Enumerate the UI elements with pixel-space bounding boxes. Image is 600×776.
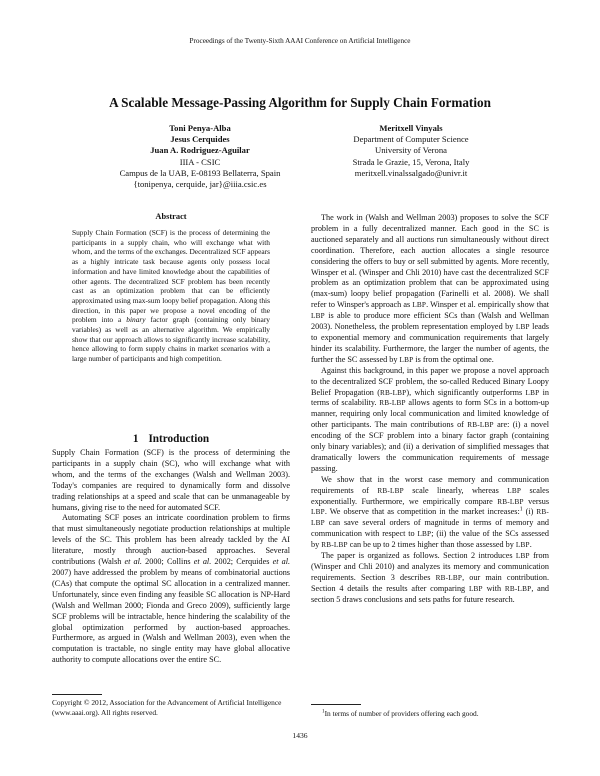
body-paragraph: We show that in the worst case memory and communication requirements of RB-LBP scale linearly, whereas LBP scales exponentially. Furthermore, we empirically compare RB-LBP versus LBP. We observe that as competition in the market increases:$^1$ (i) RB-LBP can save several orders of magnitude in terms of memory and communication with respect to LBP; (ii) the value of the SCs assessed by RB-LBP can be up to 2 times higher than those assessed by LBP. [311,474,550,550]
body-paragraph: The paper is organized as follows. Section 2 introduces LBP from (Winsper and Chli 2010) and analyzes its memory and communication requirements. Section 3 describes RB-LBP, our main contribution. Section 4 details the results after comparing LBP with RB-LBP, and section 5 draws conclusions and sets paths for future research. [311,551,550,604]
author-email: meritxell.vinalssalgado@univr.it [354,167,468,178]
footnote-marker: 1 [519,506,523,513]
author-block-right [318,123,504,179]
section-heading-introduction [52,433,290,445]
footnote-text: In terms of number of providers offering each good. [324,709,479,718]
abstract-body [72,228,270,364]
page-number: 1436 [292,731,308,740]
body-paragraph: Against this background, in this paper we propose a novel approach to the decentralized SCF problem, the so-called Reduced Binary Loopy Belief Propagation (RB-LBP), which significantly outperforms LBP in terms of scalability. RB-LBP allows agents to form SCs in a bottom-up manner, requiring only local communication and limited knowledge of other participants. The main contributions of RB-LBP are: (i) a novel encoding of the SCF problem into a binary factor graph (containing only binary variables); and (ii) a derivation of simplified messages that dramatically lowers the communication requirements of message passing. [311,365,550,473]
body-paragraph: The work in (Walsh and Wellman 2003) proposes to solve the SCF problem in a fully decentralized manner. Each good in the SC is auctioned separately and all auctions run simultaneously without direct coordination. Therefore, each auction allocates a single resource considering the offers to buy or sell submitted by agents. More recently, Winsper et al. (Winsper and Chli 2010) have cast the decentralized SCF problem as an optimization problem that can be approximated using (max-sum) loopy belief propagation (Farinelli et al. 2008). We shall refer to Winsper's approach as LBP. Winsper et al. empirically show that LBP is able to produce more efficient SCs than (Walsh and Wellman 2003). Nonetheless, the problem representation employed by LBP leads to exponential memory and communication requirements that largely hinder its scalability. Furthermore, the larger the number of agents, the further the SC assessed by LBP is from the optimal one. [311,213,550,364]
footnote [322,709,550,719]
author-email: {tonipenya, cerquide, jar}@iiia.csic.es [133,179,267,190]
intro-body [52,448,290,666]
author-name: Toni Penya-Alba [169,123,231,133]
section-title: Introduction [148,433,210,445]
author-address: Campus de la UAB, E-08193 Bellaterra, Spain [119,167,281,178]
copyright-notice: Copyright © 2012, Association for the Advancement of Artificial Intelligence (www.aaai.org). All rights reserved. [52,698,282,717]
section-number: 1 [132,433,139,445]
author-name: Meritxell Vinyals [379,123,443,133]
copyright-rule [52,694,102,695]
author-name: Juan A. Rodriguez-Aguilar [150,145,250,156]
intro-paragraph-2: Automating SCF poses an intricate coordination problem to firms that must simultaneously negotiate production relationships at multiple levels of the SC. This problem has been already tackled by the AI literature, mostly through auction-based approaches. Several contributions (Walsh et al. 2000; Collins et al. 2002; Cerquides et al. 2007) have addressed the problem by means of combinatorial auctions (CAs) that compute the optimal SC allocation in a centralized manner. Unfortunately, since even finding any feasible SC allocation is NP-Hard (Walsh and Wellman 2000; Fionda and Greco 2009), sufficiently large SCF problems will be intractable, hence hindering the scalability of the global optimization performed by auction-based approaches. Furthermore, as argued in (Walsh and Wellman 2003), even when the computation is tractable, no single entity may have global allocative authority to compute allocations over the entire SC. [52,513,291,665]
author-university: University of Verona [375,145,447,156]
copyright-symbol: © [83,698,90,707]
author-department: Department of Computer Science [353,134,469,145]
footnote-rule [311,704,361,705]
author-block-left [100,123,300,190]
intro-paragraph-1: Supply Chain Formation (SCF) is the process of determining the participants in a supply chain (SC), who will exchange what with whom, and the terms of the exchanges (Walsh and Wellman 2003). Today's companies are required to dynamically form and dissolve trading relationships at a speed and scale that can be unmanageable by humans, giving rise to the need for automated SCF. [52,448,290,512]
author-address: Strada le Grazie, 15, Verona, Italy [352,156,470,167]
right-column-body [311,213,549,606]
abstract-paragraph: Supply Chain Formation (SCF) is the process of determining the participants in a supply chain, who will exchange what with whom, and the terms of the exchanges. Decentralized SCF appears as a highly intricate task because agents only possess local information and have limited knowledge about the capabilities of other agents. The decentralized SCF problem has been recently cast as an optimization problem that can be efficiently approximated using max-sum loopy belief propagation. Along this direction, in this paper we propose a novel encoding of the problem into a binary factor graph (containing only binary variables) as well as an alternative algorithm. We empirically show that our approach allows to significantly increase scalability, hence allowing to form supply chains in market scenarios with a large number of participants and high competition. [72,228,270,364]
abstract-heading: Abstract [155,212,187,221]
paper-title: A Scalable Message-Passing Algorithm for Supply Chain Formation [109,95,491,110]
footnote-number: 1 [322,708,325,715]
author-name: Jesus Cerquides [170,134,230,145]
author-affiliation: IIIA - CSIC [179,156,221,167]
proceedings-header: Proceedings of the Twenty-Sixth AAAI Conference on Artificial Intelligence [189,37,411,45]
